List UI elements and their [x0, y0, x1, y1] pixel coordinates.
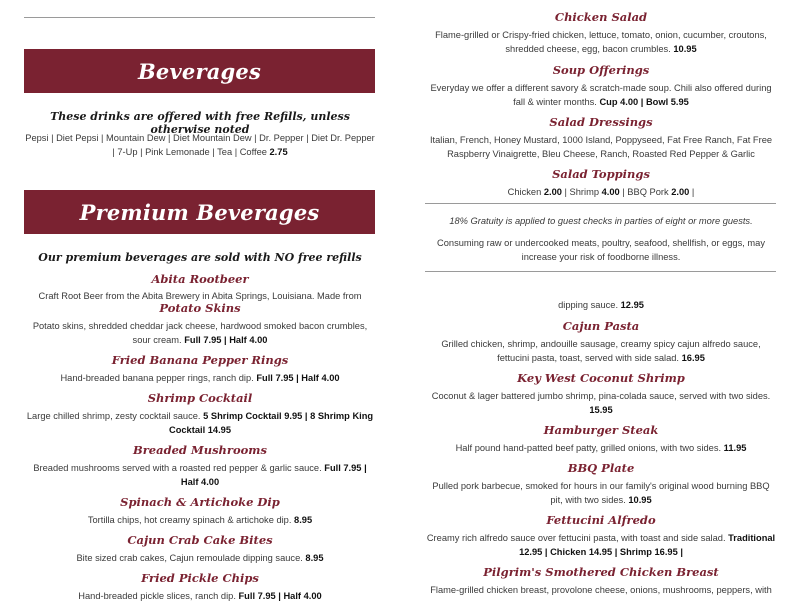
menu-item-banana-pepper: [24, 353, 376, 385]
item-name: Spinach & Artichoke Dip: [120, 495, 280, 509]
item-desc: Hand-breaded pickle slices, ranch dip. Full 7.95 | Half 4.00: [78, 591, 322, 601]
item-name: Breaded Mushrooms: [133, 443, 267, 457]
item-name: Chicken Salad: [554, 10, 648, 24]
menu-item-crab-cake: [24, 533, 376, 565]
notice-divider-bottom: [425, 271, 776, 272]
beverages-list: Pepsi | Diet Pepsi | Mountain Dew | Diet Mountain Dew | Dr. Pepper | Diet Dr. Pepper | 7-Up | Pink Lemonade | Tea | Coffee 2.75: [25, 133, 375, 157]
premium-beverages-title: Premium Beverages: [79, 199, 320, 225]
item-desc: Pulled pork barbecue, smoked for hours in our family's original wood burning BBQ pit, with two sides. 10.95: [432, 481, 770, 505]
item-desc: Everyday we offer a different savory & scratch-made soup. Chili also offered during fall & winter months. Cup 4.00 | Bowl 5.95: [430, 83, 772, 107]
item-desc: Tortilla chips, hot creamy spinach & artichoke dip. 8.95: [87, 515, 313, 525]
item-desc: Craft Root Beer from the Abita Brewery in Abita Springs, Louisiana. Made from: [38, 291, 362, 301]
item-desc: Italian, French, Honey Mustard, 1000 Island, Poppyseed, Fat Free Ranch, Fat Free Raspberry Vinaigrette, Bleu Cheese, Ranch, Roasted Red Pepper & Garlic: [429, 135, 773, 159]
menu-item-soup: [425, 63, 777, 109]
premium-beverages-banner: [24, 190, 375, 234]
item-name: Fried Banana Pepper Rings: [111, 353, 289, 367]
beverages-title: Beverages: [137, 58, 261, 84]
item-name: Soup Offerings: [552, 63, 650, 77]
item-name: Key West Coconut Shrimp: [517, 371, 685, 385]
top-divider: [24, 17, 375, 18]
item-name: Pilgrim's Smothered Chicken Breast: [483, 565, 719, 579]
item-name: Shrimp Cocktail: [147, 391, 253, 405]
item-name: Abita Rootbeer: [151, 272, 249, 286]
menu-item-spinach-dip: [24, 495, 376, 527]
item-desc: Bite sized crab cakes, Cajun remoulade dipping sauce. 8.95: [76, 553, 324, 563]
item-desc: Potato skins, shredded cheddar jack cheese, hardwood smoked bacon crumbles, sour cream. Full 7.95 | Half 4.00: [32, 321, 368, 345]
item-name: Salad Toppings: [552, 167, 650, 181]
item-desc: Coconut & lager battered jumbo shrimp, pina-colada sauce, served with two sides. 15.95: [431, 391, 771, 415]
menu-item-pickle-chips: [24, 571, 376, 603]
menu-item-dressings: [425, 115, 777, 161]
notice-divider-top: [425, 203, 776, 204]
item-desc: Creamy rich alfredo sauce over fettucini pasta, with toast and side salad. Traditional 12.95 | Chicken 14.95 | Shrimp 16.95 |: [426, 533, 776, 557]
item-desc: Grilled chicken, shrimp, andouille sausage, creamy spicy cajun alfredo sauce, fettucini pasta, toast, served with side salad. 16.95: [441, 339, 761, 363]
beverages-banner: [24, 49, 375, 93]
item-desc: Large chilled shrimp, zesty cocktail sauce. 5 Shrimp Cocktail 9.95 | 8 Shrimp King Cocktail 14.95: [26, 411, 374, 435]
foodborne-notice: Consuming raw or undercooked meats, poultry, seafood, shellfish, or eggs, may increase your risk of foodborne illness.: [437, 238, 765, 262]
item-name: Hamburger Steak: [543, 423, 659, 437]
menu-item-toppings: [425, 167, 777, 199]
menu-item-shrimp-cocktail: [24, 391, 376, 437]
gratuity-notice: 18% Gratuity is applied to guest checks in parties of eight or more guests.: [449, 216, 753, 226]
menu-item-hamburger-steak: [425, 423, 777, 455]
item-name: BBQ Plate: [567, 461, 635, 475]
menu-item-smothered-chicken: [425, 565, 777, 597]
menu-item-bbq-plate: [425, 461, 777, 507]
menu-item-cajun-pasta: [425, 319, 777, 365]
entree-partial-desc: dipping sauce. 12.95: [558, 300, 644, 310]
item-desc: Flame-grilled or Crispy-fried chicken, lettuce, tomato, onion, cucumber, croutons, shredded cheese, egg, bacon crumbles. 10.95: [435, 30, 767, 54]
item-name: Salad Dressings: [549, 115, 653, 129]
item-name: Potato Skins: [159, 301, 241, 315]
item-desc: Chicken 2.00 | Shrimp 4.00 | BBQ Pork 2.00 |: [507, 187, 695, 197]
item-name: Fettucini Alfredo: [546, 513, 656, 527]
menu-item-breaded-mushrooms: [24, 443, 376, 489]
menu-item-potato-skins: [24, 301, 376, 347]
premium-note: Our premium beverages are sold with NO free refills: [38, 251, 362, 264]
menu-item-fettucini: [425, 513, 777, 559]
item-desc: Hand-breaded banana pepper rings, ranch dip. Full 7.95 | Half 4.00: [60, 373, 340, 383]
item-desc: Breaded mushrooms served with a roasted red pepper & garlic sauce. Full 7.95 | Half 4.00: [33, 463, 367, 487]
item-name: Cajun Pasta: [562, 319, 640, 333]
beverages-note: These drinks are offered with free Refills, unless otherwise noted: [50, 110, 350, 136]
item-desc: Half pound hand-patted beef patty, grilled onions, with two sides. 11.95: [455, 443, 747, 453]
item-name: Cajun Crab Cake Bites: [127, 533, 273, 547]
item-desc: Flame-grilled chicken breast, provolone cheese, onions, mushrooms, peppers, with: [430, 585, 772, 595]
menu-item-coconut-shrimp: [425, 371, 777, 417]
item-name: Fried Pickle Chips: [141, 571, 259, 585]
menu-item-chicken-salad: [425, 10, 777, 56]
